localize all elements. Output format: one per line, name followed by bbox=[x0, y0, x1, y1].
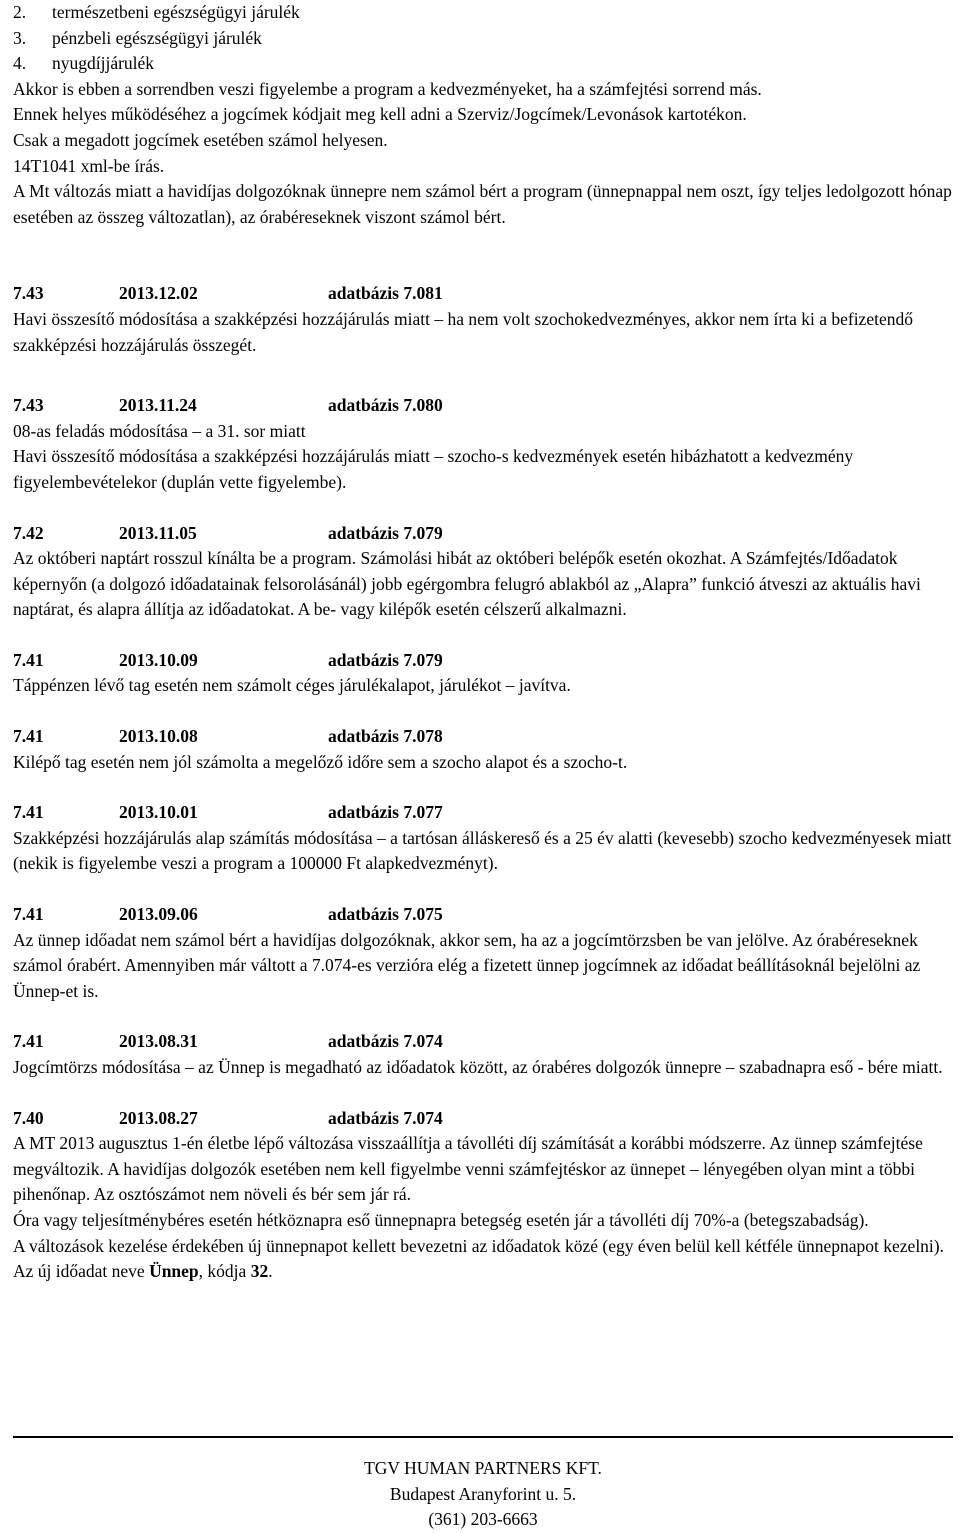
entry-version: 7.41 bbox=[13, 726, 44, 747]
final-paragraph bbox=[13, 1234, 953, 1285]
entry-text: Az októberi naptárt rosszul kínálta be a program. Számolási hibát az októberi belépők esetén okozhat. A Számfejtés/Időadatok képernyőn (a dolgozó időadatainak felsorolásánál) jobb egérgombra felugró ablakból az „Alapra” funkció átveszi az aktuális havi naptárat, és alapra állítja az időadatokat. A be- vagy kilépők esetén célszerű alkalmazni. bbox=[13, 548, 921, 620]
page-footer bbox=[13, 1456, 953, 1533]
intro-paragraph: 14T1041 xml-be írás. bbox=[13, 155, 165, 176]
entry-version: 7.43 bbox=[13, 283, 44, 304]
entry-version: 7.41 bbox=[13, 1031, 44, 1052]
final-text: A változások kezelése érdekében új ünnepnapot kellett bevezetni az időadatok közé (egy éven belül kell kétféle ünnepnapot kezelni). Az új időadat neve bbox=[13, 1235, 944, 1282]
list-number: 3. bbox=[13, 27, 27, 48]
entry-date: 2013.12.02 bbox=[119, 283, 198, 304]
holiday-code: 32 bbox=[250, 1261, 269, 1282]
entry-database: adatbázis 7.080 bbox=[328, 395, 443, 416]
changelog-entry bbox=[13, 648, 953, 699]
entry-header bbox=[13, 1106, 953, 1132]
changelog-entry bbox=[13, 1029, 953, 1080]
entry-database: adatbázis 7.074 bbox=[328, 1107, 443, 1128]
intro-section bbox=[13, 77, 953, 231]
entry-date: 2013.08.27 bbox=[119, 1107, 198, 1128]
entry-version: 7.41 bbox=[13, 649, 44, 670]
footer-divider bbox=[13, 1436, 953, 1438]
footer-phone: (361) 203-6663 bbox=[428, 1509, 538, 1529]
intro-paragraph: Csak a megadott jogcímek esetében számol helyesen. bbox=[13, 129, 388, 150]
list-item bbox=[13, 26, 953, 52]
intro-paragraph: A Mt változás miatt a havidíjas dolgozóknak ünnepre nem számol bért a program (ünnepnappal nem oszt, így teljes ledolgozott hónap esetében az összeg változatlan), az órabéreseknek viszont számol bért. bbox=[13, 181, 952, 227]
final-text: . bbox=[268, 1261, 273, 1282]
list-text: természetbeni egészségügyi járulék bbox=[52, 2, 300, 22]
entry-date: 2013.08.31 bbox=[119, 1031, 198, 1052]
entry-text: Óra vagy teljesítménybéres esetén hétköznapra eső ünnepnapra betegség esetén jár a távolléti díj 70%-a (betegszabadság). bbox=[13, 1209, 869, 1230]
document-body bbox=[13, 0, 953, 1285]
changelog-entry bbox=[13, 281, 953, 358]
list-number: 4. bbox=[13, 53, 27, 74]
list-text: nyugdíjjárulék bbox=[52, 53, 155, 74]
entry-header bbox=[13, 393, 953, 419]
entry-database: adatbázis 7.079 bbox=[328, 522, 443, 543]
entry-version: 7.41 bbox=[13, 802, 44, 823]
entry-date: 2013.09.06 bbox=[119, 904, 198, 925]
changelog-entry bbox=[13, 521, 953, 623]
holiday-name: Ünnep bbox=[149, 1261, 199, 1282]
entry-date: 2013.10.09 bbox=[119, 649, 198, 670]
entry-header bbox=[13, 648, 953, 674]
entry-text: Szakképzési hozzájárulás alap számítás módosítása – a tartósan álláskereső és a 25 év alatti (kevesebb) szocho kedvezményesek miatt (nekik is figyelembe veszi a program a 100000 Ft alapkedvezményt). bbox=[13, 827, 952, 874]
entry-header bbox=[13, 724, 953, 750]
changelog-entry bbox=[13, 800, 953, 877]
changelog-entry bbox=[13, 1106, 953, 1285]
list-item bbox=[13, 0, 953, 26]
entry-header bbox=[13, 281, 953, 307]
entry-date: 2013.11.05 bbox=[119, 522, 197, 543]
entry-header bbox=[13, 800, 953, 826]
entry-database: adatbázis 7.074 bbox=[328, 1031, 443, 1052]
list-item bbox=[13, 51, 953, 77]
entry-text: Az ünnep időadat nem számol bért a havidíjas dolgozóknak, akkor sem, ha az a jogcímtörzsben be van jelölve. Az órabéreseknek számol órabért. Amennyiben már váltott a 7.074-es verzióra elég a fizetett ünnep jogcímnek az időadat beállításoknál bejelölni az Ünnep-et is. bbox=[13, 929, 921, 1001]
entry-text: Havi összesítő módosítása a szakképzési hozzájárulás miatt – szocho-s kedvezmények esetén hibázhatott a kedvezmény figyelembevételekor (duplán vette figyelembe). bbox=[13, 446, 854, 492]
changelog-entry bbox=[13, 724, 953, 775]
entry-date: 2013.10.01 bbox=[119, 802, 198, 823]
entry-date: 2013.10.08 bbox=[119, 726, 198, 747]
entry-version: 7.42 bbox=[13, 522, 44, 543]
entry-database: adatbázis 7.081 bbox=[328, 283, 443, 304]
entry-header bbox=[13, 1029, 953, 1055]
entry-text: Táppénzen lévő tag esetén nem számolt céges járulékalapot, járulékot – javítva. bbox=[13, 675, 571, 696]
entry-header bbox=[13, 521, 953, 547]
intro-paragraph: Ennek helyes működéséhez a jogcímek kódjait meg kell adni a Szerviz/Jogcímek/Levonások kartotékon. bbox=[13, 104, 747, 125]
entry-database: adatbázis 7.075 bbox=[328, 904, 443, 925]
list-text: pénzbeli egészségügyi járulék bbox=[52, 27, 262, 48]
entry-version: 7.43 bbox=[13, 395, 44, 416]
entry-text: Jogcímtörzs módosítása – az Ünnep is megadható az időadatok között, az órabéres dolgozók ünnepre – szabadnapra eső - bére miatt. bbox=[13, 1057, 943, 1077]
entry-database: adatbázis 7.079 bbox=[328, 649, 443, 670]
entry-database: adatbázis 7.078 bbox=[328, 726, 443, 747]
final-text: , kódja bbox=[198, 1261, 251, 1282]
entry-text: A MT 2013 augusztus 1-én életbe lépő változása visszaállítja a távolléti díj számítását a korábbi módszerre. Az ünnep számfejtése megváltozik. A havidíjas dolgozók esetében nem kell figyelmbe venni számfejtéskor az ünnepet – lényegében olyan mint a többi pihenőnap. Az osztószámot nem növeli és bér sem jár rá. bbox=[13, 1133, 923, 1205]
changelog-entry bbox=[13, 902, 953, 1004]
entry-version: 7.41 bbox=[13, 904, 44, 925]
intro-paragraph: Akkor is ebben a sorrendben veszi figyelembe a program a kedvezményeket, ha a számfejtési sorrend más. bbox=[13, 78, 762, 99]
entry-text: Kilépő tag esetén nem jól számolta a megelőző időre sem a szocho alapot és a szocho-t. bbox=[13, 751, 628, 772]
entry-text: 08-as feladás módosítása – a 31. sor miatt bbox=[13, 420, 306, 441]
top-list bbox=[13, 0, 953, 77]
footer-company: TGV HUMAN PARTNERS KFT. bbox=[364, 1458, 602, 1478]
list-number: 2. bbox=[13, 2, 27, 22]
entry-date: 2013.11.24 bbox=[119, 395, 197, 416]
entry-database: adatbázis 7.077 bbox=[328, 802, 443, 823]
entry-header bbox=[13, 902, 953, 928]
changelog-entry bbox=[13, 393, 953, 495]
footer-address: Budapest Aranyforint u. 5. bbox=[389, 1483, 577, 1504]
entry-version: 7.40 bbox=[13, 1107, 44, 1128]
entry-text: Havi összesítő módosítása a szakképzési hozzájárulás miatt – ha nem volt szochokedvezményes, akkor nem írta ki a befizetendő szakképzési hozzájárulás összegét. bbox=[13, 308, 913, 355]
